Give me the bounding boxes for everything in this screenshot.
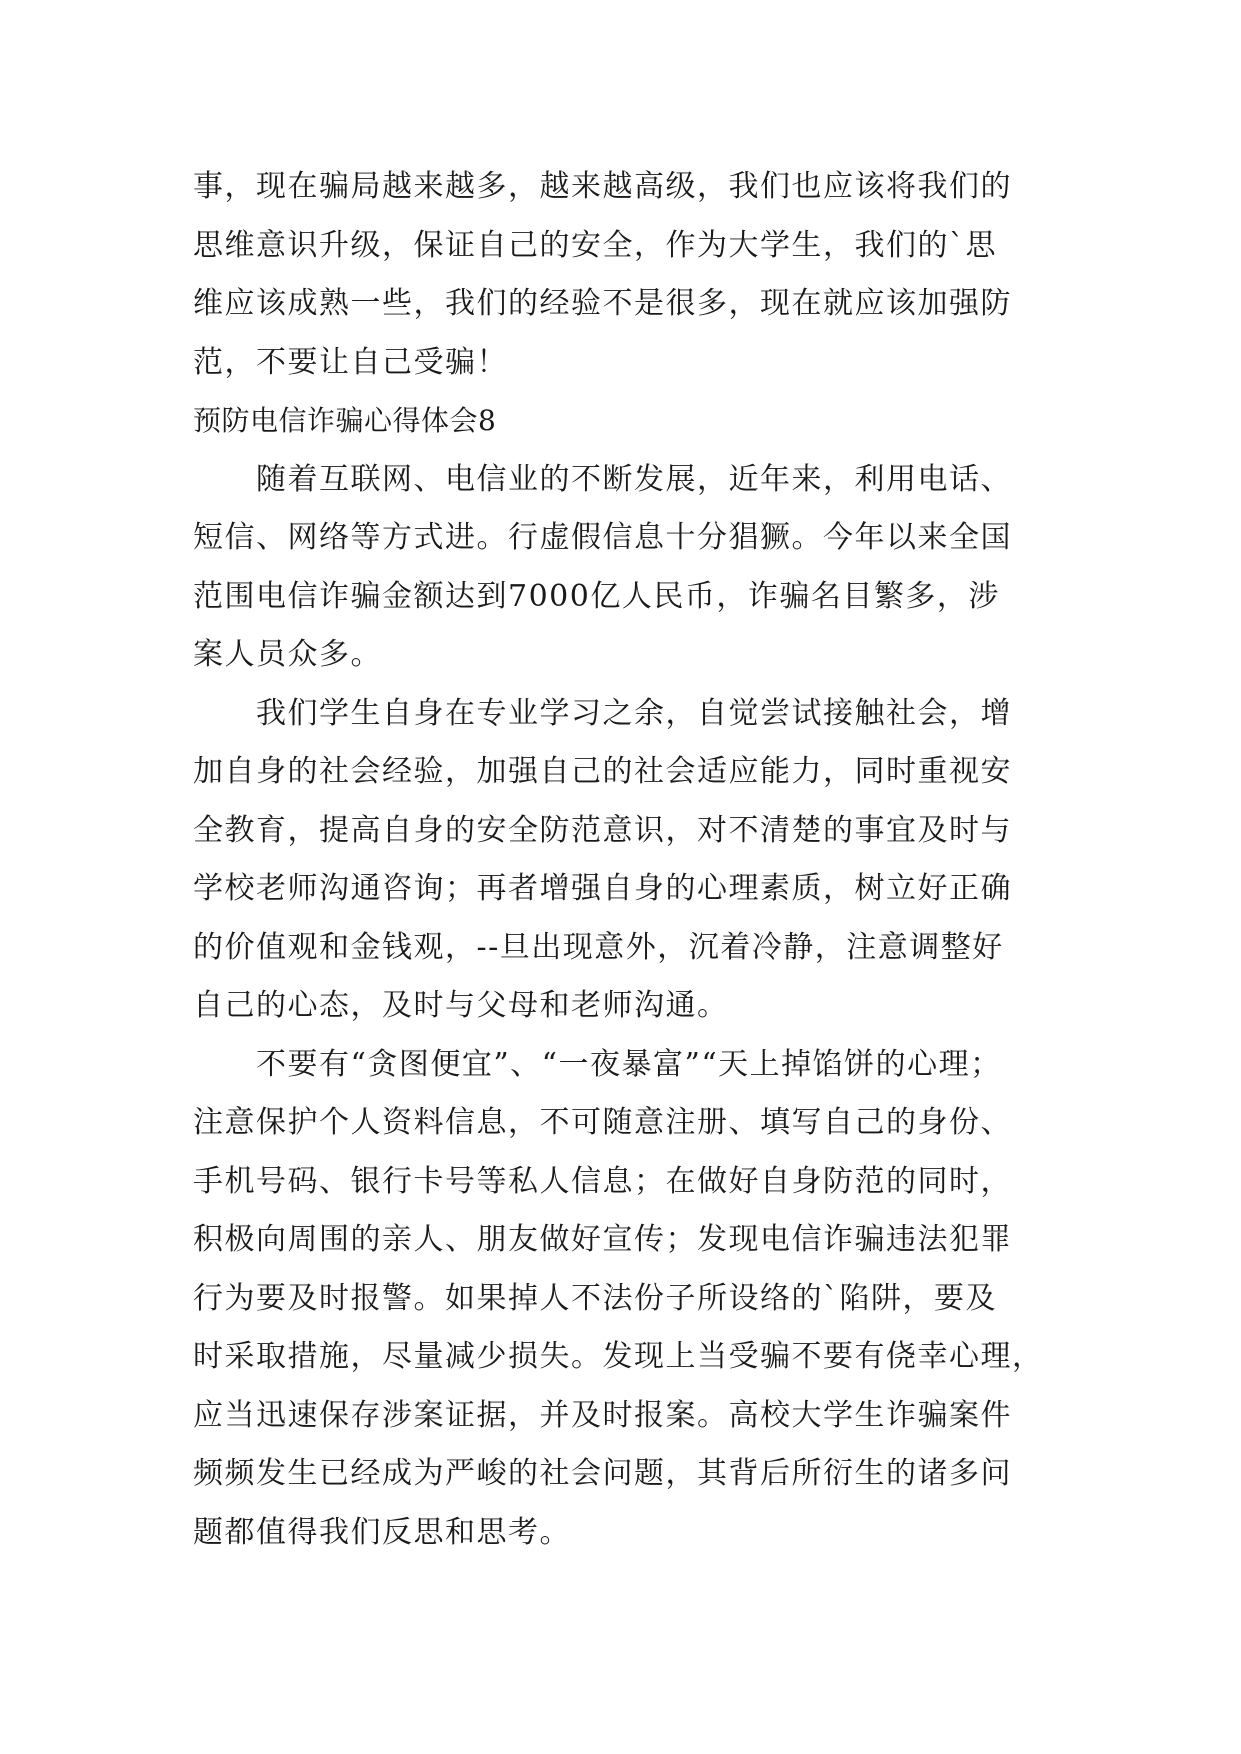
paragraph-1: [193, 451, 1053, 685]
text-line: 短信、网络等方式进。行虚假信息十分猖獗。今年以来全国: [193, 520, 1012, 555]
paragraph-2: [193, 685, 1053, 1036]
text-line: 时采取措施，尽量减少损失。发现上当受骗不要有侥幸心理，: [193, 1339, 1044, 1374]
text-line: 的价值观和金钱观，--旦出现意外，沉着冷静，注意调整好: [193, 929, 1004, 965]
text-line: 学校老师沟通咨询；再者增强自身的心理素质，树立好正确: [193, 871, 1012, 906]
text-line: 范，不要让自己受骗！: [193, 344, 508, 380]
paragraph-3: [193, 1036, 1053, 1563]
text-line: 不要有“贪图便宜”、“一夜暴富”“天上掉馅饼的心理；: [193, 1046, 1002, 1082]
text-line: 注意保护个人资料信息，不可随意注册、填写自己的身份、: [193, 1105, 1012, 1140]
text-line: 频频发生已经成为严峻的社会问题，其背后所衍生的诸多问: [193, 1456, 1012, 1491]
text-line: 全教育，提高自身的安全防范意识，对不清楚的事宜及时与: [193, 812, 1012, 848]
text-line: 手机号码、银行卡号等私人信息；在做好自身防范的同时，: [193, 1163, 1012, 1199]
text-line: 行为要及时报警。如果掉人不法份子所设络的`陷阱，要及: [193, 1280, 997, 1316]
text-line: 自己的心态，及时与父母和老师沟通。: [193, 988, 729, 1023]
text-line: 维应该成熟一些，我们的经验不是很多，现在就应该加强防: [193, 286, 1012, 321]
intro-paragraph: [193, 158, 1053, 392]
document-body: [193, 158, 1053, 1562]
text-line: 积极向周围的亲人、朋友做好宣传；发现电信诈骗违法犯罪: [193, 1222, 1012, 1257]
text-line: 我们学生自身在专业学习之余，自觉尝试接触社会，增: [193, 695, 1012, 731]
section-title: 预防电信诈骗心得体会8: [193, 404, 497, 437]
text-line: 加自身的社会经验，加强自己的社会适应能力，同时重视安: [193, 754, 1012, 789]
text-line: 范围电信诈骗金额达到7000亿人民币，诈骗名目繁多，涉: [193, 578, 1000, 614]
text-line: 随着互联网、电信业的不断发展，近年来，利用电话、: [193, 461, 1012, 497]
text-line: 题都值得我们反思和思考。: [193, 1514, 571, 1550]
text-line: 应当迅速保存涉案证据，并及时报案。高校大学生诈骗案件: [193, 1397, 1012, 1433]
text-line: 思维意识升级，保证自己的安全，作为大学生，我们的`思: [193, 227, 997, 263]
text-line: 事，现在骗局越来越多，越来越高级，我们也应该将我们的: [193, 169, 1012, 204]
text-line: 案人员众多。: [193, 637, 382, 672]
